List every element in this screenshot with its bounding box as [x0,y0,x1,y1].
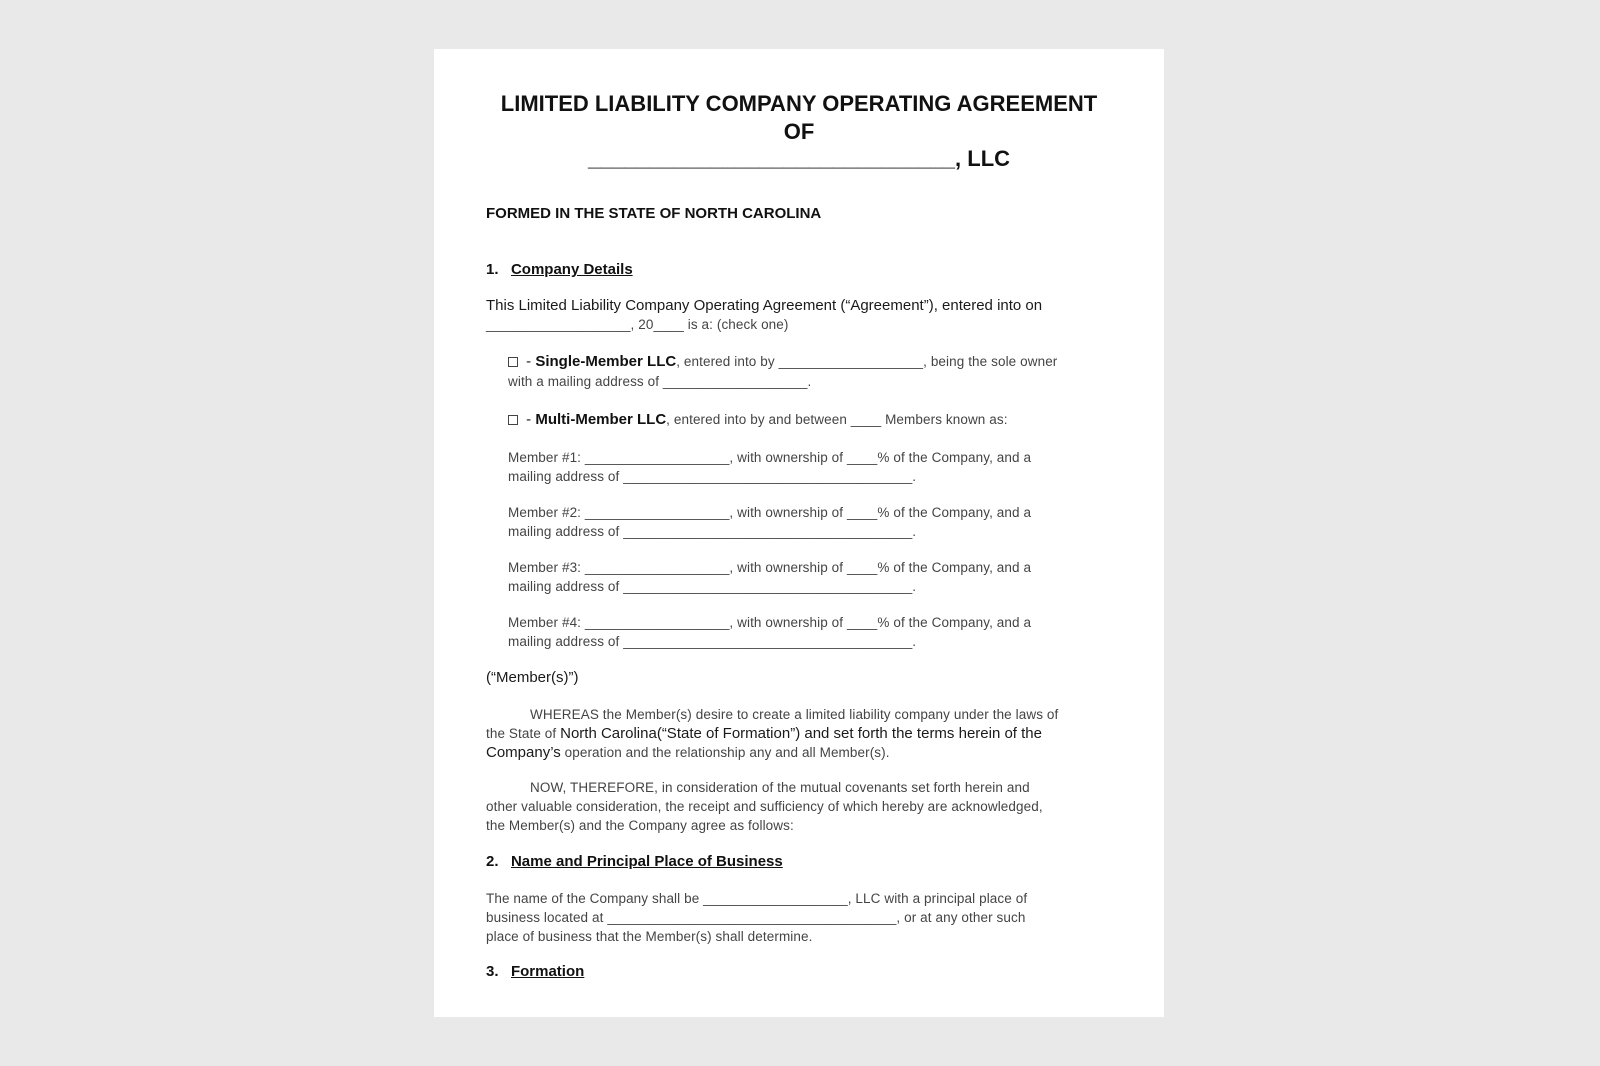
name-clause-line1: The name of the Company shall be ___________________, LLC with a principal place of [486,891,1028,906]
member-4-line2: mailing address of ______________________________________. [508,634,917,649]
section-title: Formation [510,963,585,980]
single-member-checkbox[interactable] [508,357,518,367]
member-1-line2: mailing address of ______________________________________. [508,469,917,484]
therefore-line2: other valuable consideration, the receipt and sufficiency of which hereby are acknowledged, [486,799,1043,814]
whereas-line2: the State of North Carolina(“State of Formation”) and set forth the terms herein of the [486,725,1042,742]
member-3-line2: mailing address of ______________________________________. [508,579,917,594]
whereas-line3: Company’s operation and the relationship any and all Member(s). [486,744,890,761]
intro-line2: ___________________, 20____ is a: (check one) [486,317,789,332]
member-4-line1: Member #4: ___________________, with ownership of ____% of the Company, and a [508,615,1032,630]
member-3-line1: Member #3: ___________________, with ownership of ____% of the Company, and a [508,560,1032,575]
member-2-line2: mailing address of ______________________________________. [508,524,917,539]
member-1-line1: Member #1: ___________________, with ownership of ____% of the Company, and a [508,450,1032,465]
section-number: 1. [486,261,499,278]
document-page [434,49,1164,1017]
multi-member-checkbox[interactable] [508,415,518,425]
name-clause-line3: place of business that the Member(s) shall determine. [486,929,813,944]
name-clause-line2: business located at ______________________________________, or at any other such [486,910,1026,925]
single-member-line2: with a mailing address of ___________________. [508,374,812,389]
section-number: 3. [486,963,499,980]
intro-line1: This Limited Liability Company Operating Agreement (“Agreement”), entered into on [486,297,1043,314]
doc-title-line3: ______________________________, LLC [587,146,1011,171]
multi-member-option: - Multi-Member LLC, entered into by and between ____ Members known as: [508,411,1008,429]
section-title: Company Details [510,261,633,278]
section-number: 2. [486,853,499,870]
members-label: (“Member(s)”) [486,669,579,686]
section-3-heading [486,963,584,981]
section-1-heading [486,261,633,279]
section-2-heading [486,853,783,871]
multi-member-label: Multi-Member LLC [535,411,667,428]
single-member-option: - Single-Member LLC, entered into by ___________________, being the sole owner [508,353,1057,371]
single-member-label: Single-Member LLC [535,353,677,370]
therefore-line3: the Member(s) and the Company agree as follows: [486,818,794,833]
doc-title-line2: OF [783,119,815,144]
member-2-line1: Member #2: ___________________, with ownership of ____% of the Company, and a [508,505,1032,520]
doc-title-line1: LIMITED LIABILITY COMPANY OPERATING AGREEMENT [500,91,1098,116]
whereas-line1: WHEREAS the Member(s) desire to create a limited liability company under the laws of [530,707,1059,722]
section-title: Name and Principal Place of Business [510,853,783,870]
state-heading: FORMED IN THE STATE OF NORTH CAROLINA [486,205,822,222]
therefore-line1: NOW, THEREFORE, in consideration of the mutual covenants set forth herein and [530,780,1030,795]
